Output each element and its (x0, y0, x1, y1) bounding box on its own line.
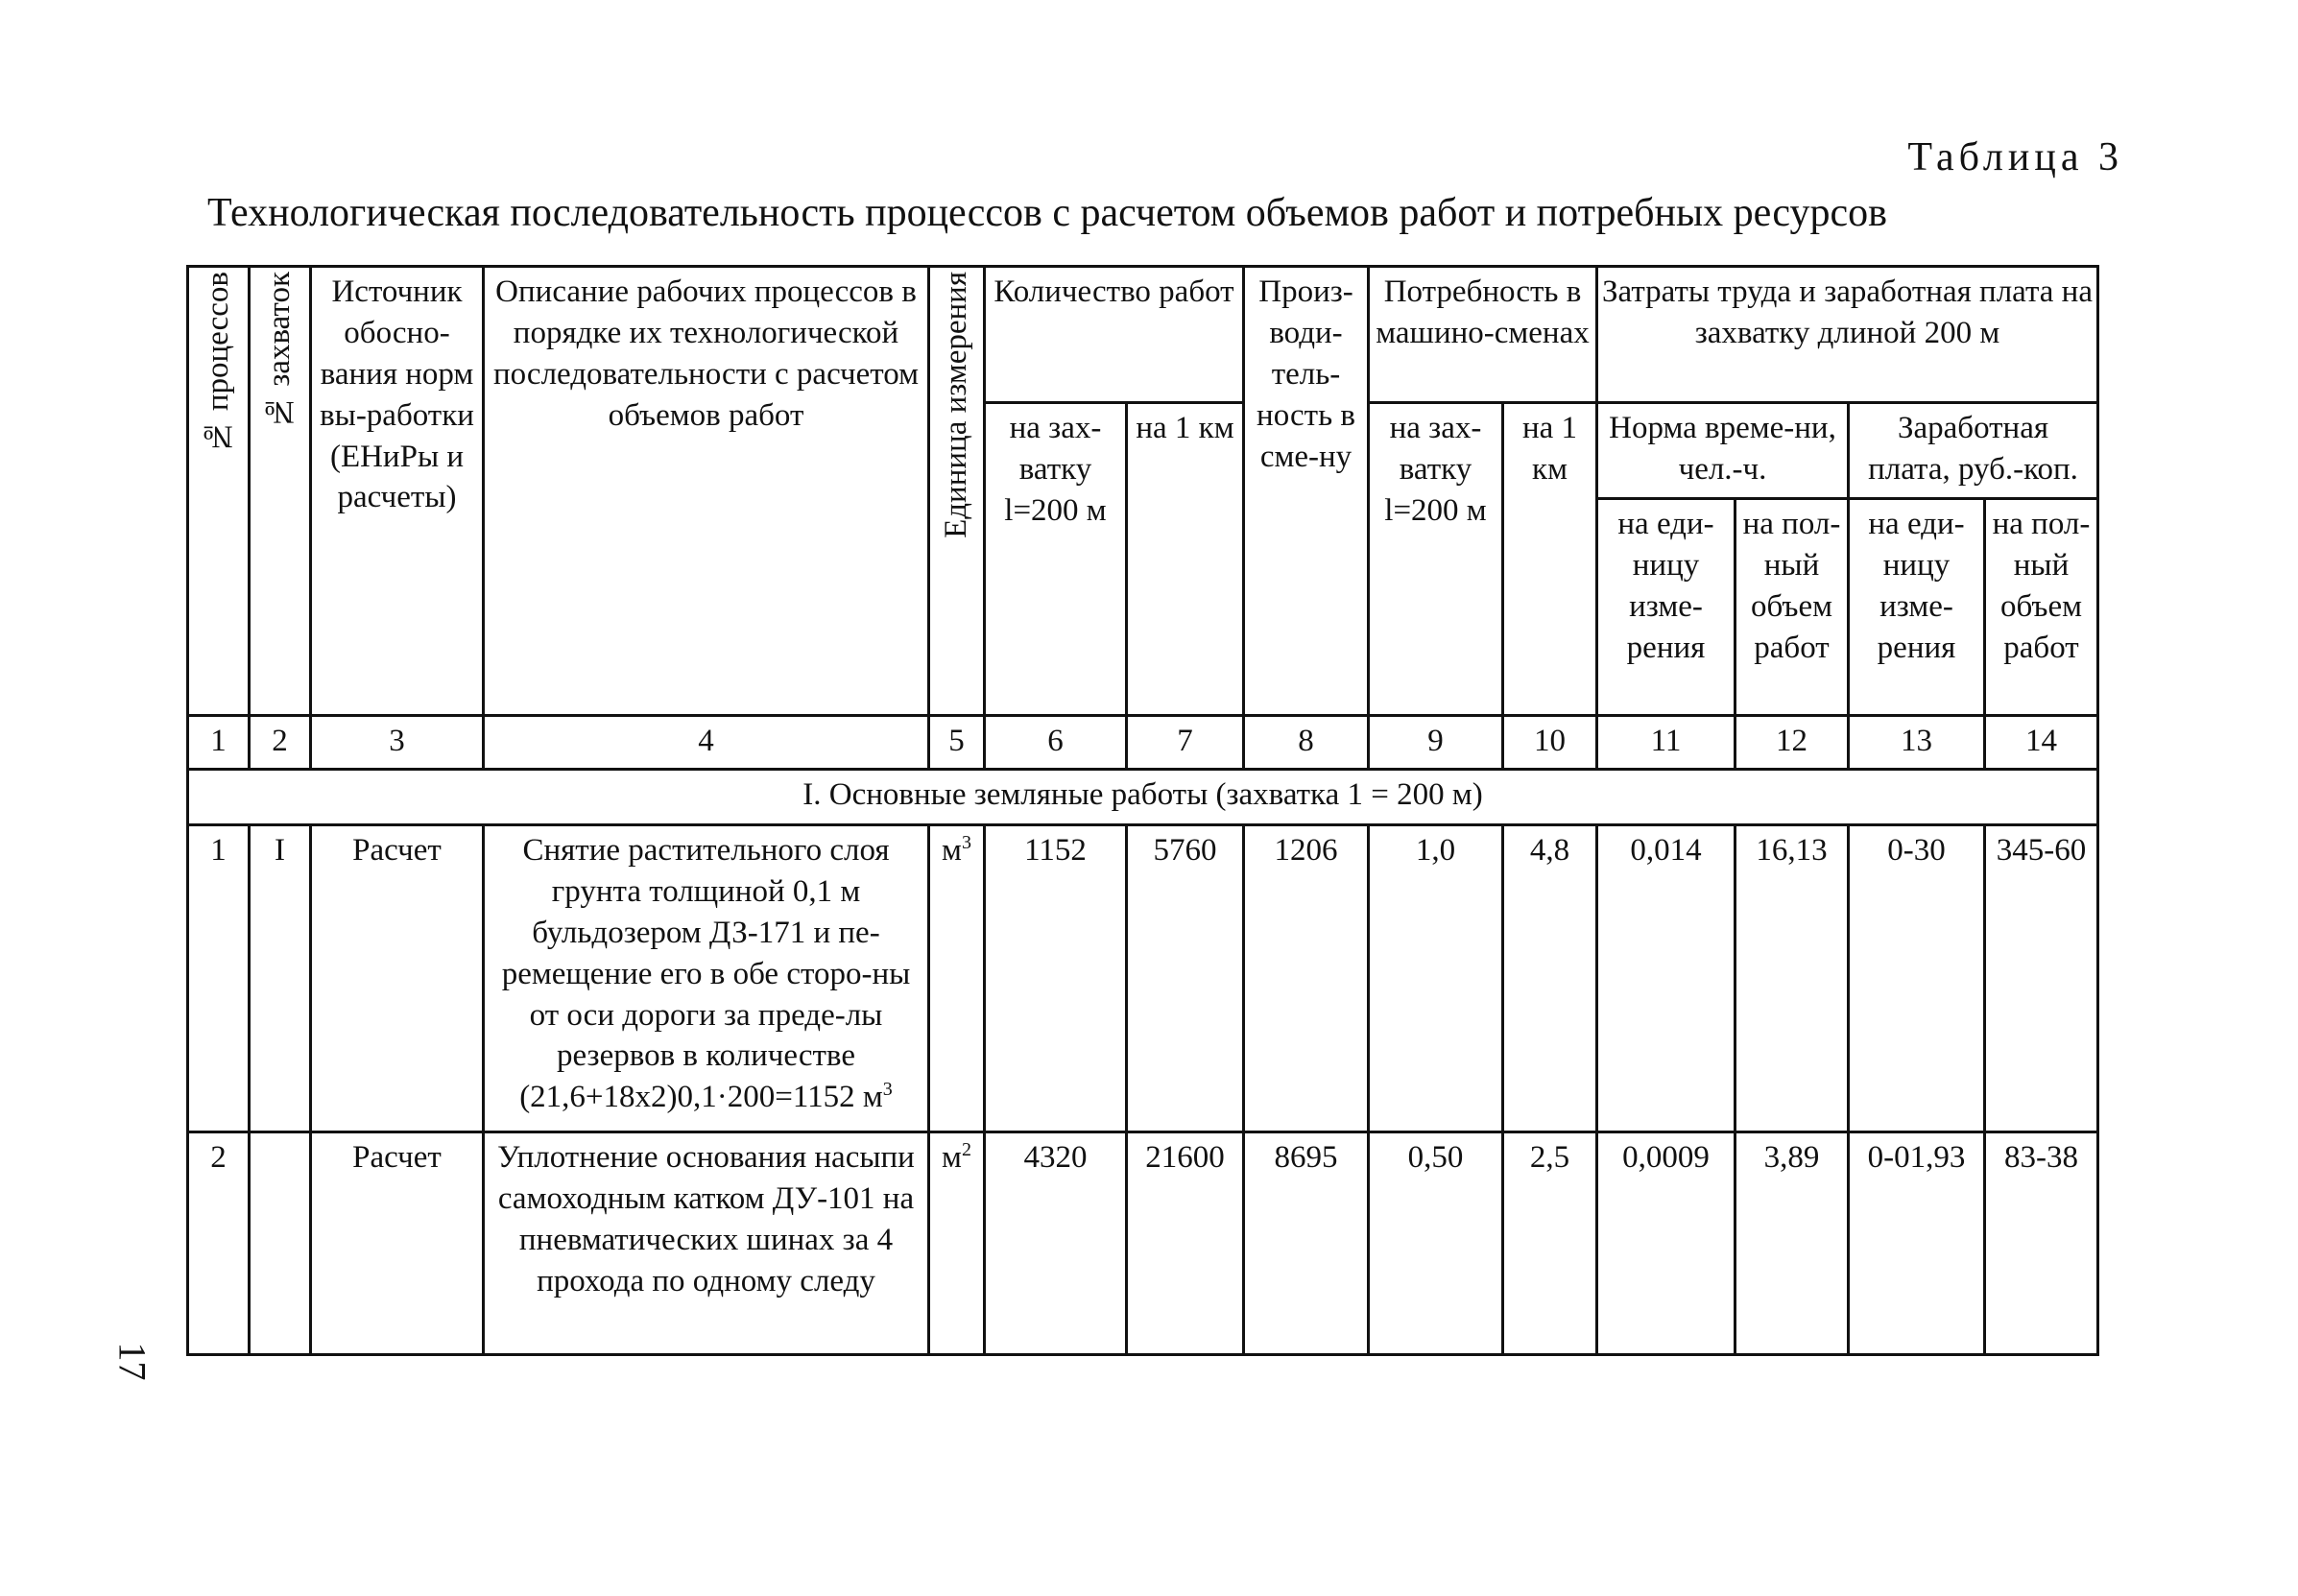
page-number: 17 (110, 1342, 155, 1381)
header-grip-no: № захваток (250, 267, 311, 716)
cell-source: Расчет (311, 825, 484, 1132)
header-per-unit-1: на еди-ницу изме-рения (1597, 499, 1735, 716)
cell-grip (250, 1132, 311, 1355)
cell-productivity: 1206 (1244, 825, 1369, 1132)
cell-unit: $м^2$ (929, 1132, 985, 1355)
cell-description: Уплотнение основания насыпи самоходным катком ДУ-101 на пневматических шинах за 4 прохода по одному следу (484, 1132, 929, 1355)
column-number: 5 (929, 716, 985, 770)
header-quantity-grip: на зах-ватку l=200 м (985, 403, 1127, 716)
header-machine-grip: на зах-ватку l=200 м (1369, 403, 1503, 716)
cell-mach-grip: 0,50 (1369, 1132, 1503, 1355)
cell-qty-grip: 4320 (985, 1132, 1127, 1355)
column-number: 12 (1735, 716, 1849, 770)
header-machine-need: Потребность в машино-сменах (1369, 267, 1597, 403)
column-number: 4 (484, 716, 929, 770)
table-label: Таблица 3 (1907, 135, 2123, 179)
cell-description: Снятие растительного слоя грунта толщиной 0,1 м бульдозером ДЗ-171 и пе-ремещение его в обе сторо-ны от оси дороги за преде-лы резервов в количестве (21,6+18х2)0,1·200=1152 $м^3$ (484, 825, 929, 1132)
cell-wage-full: 345-60 (1985, 825, 2098, 1132)
cell-grip: I (250, 825, 311, 1132)
cell-mach-km: 2,5 (1503, 1132, 1597, 1355)
section-title: I. Основные земляные работы (захватка 1 = 200 м) (188, 770, 2098, 825)
header-per-unit-2: на еди-ницу изме-рения (1849, 499, 1985, 716)
table-title: Технологическая последовательность процессов с расчетом объемов работ и потребных ресурсов (207, 191, 1887, 235)
header-unit: Единица измерения (929, 267, 985, 716)
header-full-volume-2: на пол-ный объем работ (1985, 499, 2098, 716)
header-full-volume-1: на пол-ный объем работ (1735, 499, 1849, 716)
cell-source: Расчет (311, 1132, 484, 1355)
table-row (188, 825, 2098, 1132)
cell-norm-full: 16,13 (1735, 825, 1849, 1132)
column-number: 11 (1597, 716, 1735, 770)
cell-productivity: 8695 (1244, 1132, 1369, 1355)
column-number: 9 (1369, 716, 1503, 770)
cell-mach-grip: 1,0 (1369, 825, 1503, 1132)
column-number: 6 (985, 716, 1127, 770)
column-number: 3 (311, 716, 484, 770)
cell-wage-unit: 0-30 (1849, 825, 1985, 1132)
cell-mach-km: 4,8 (1503, 825, 1597, 1132)
header-machine-km: на 1 км (1503, 403, 1597, 716)
header-source: Источник обосно-вания норм вы-работки (ЕНиРы и расчеты) (311, 267, 484, 716)
cell-qty-km: 5760 (1127, 825, 1244, 1132)
header-description: Описание рабочих процессов в порядке их технологической последовательности с расчетом объемов работ (484, 267, 929, 716)
column-number: 1 (188, 716, 250, 770)
cell-process: 2 (188, 1132, 250, 1355)
column-number: 10 (1503, 716, 1597, 770)
cell-process: 1 (188, 825, 250, 1132)
process-table (186, 265, 2099, 1356)
column-number: 13 (1849, 716, 1985, 770)
cell-norm-full: 3,89 (1735, 1132, 1849, 1355)
column-number: 2 (250, 716, 311, 770)
header-time-norm: Норма време-ни, чел.-ч. (1597, 403, 1849, 499)
cell-qty-km: 21600 (1127, 1132, 1244, 1355)
header-quantity-km: на 1 км (1127, 403, 1244, 716)
header-wage: Заработная плата, руб.-коп. (1849, 403, 2098, 499)
column-number: 14 (1985, 716, 2098, 770)
column-number: 8 (1244, 716, 1369, 770)
cell-norm-unit: 0,014 (1597, 825, 1735, 1132)
header-productivity: Произ-води-тель-ность в сме-ну (1244, 267, 1369, 716)
header-labor-costs: Затраты труда и заработная плата на захватку длиной 200 м (1597, 267, 2098, 403)
header-quantity: Количество работ (985, 267, 1244, 403)
cell-qty-grip: 1152 (985, 825, 1127, 1132)
cell-norm-unit: 0,0009 (1597, 1132, 1735, 1355)
column-number: 7 (1127, 716, 1244, 770)
cell-wage-full: 83-38 (1985, 1132, 2098, 1355)
cell-wage-unit: 0-01,93 (1849, 1132, 1985, 1355)
table-row (188, 1132, 2098, 1355)
header-process-no: № процессов (188, 267, 250, 716)
cell-unit: $м^3$ (929, 825, 985, 1132)
